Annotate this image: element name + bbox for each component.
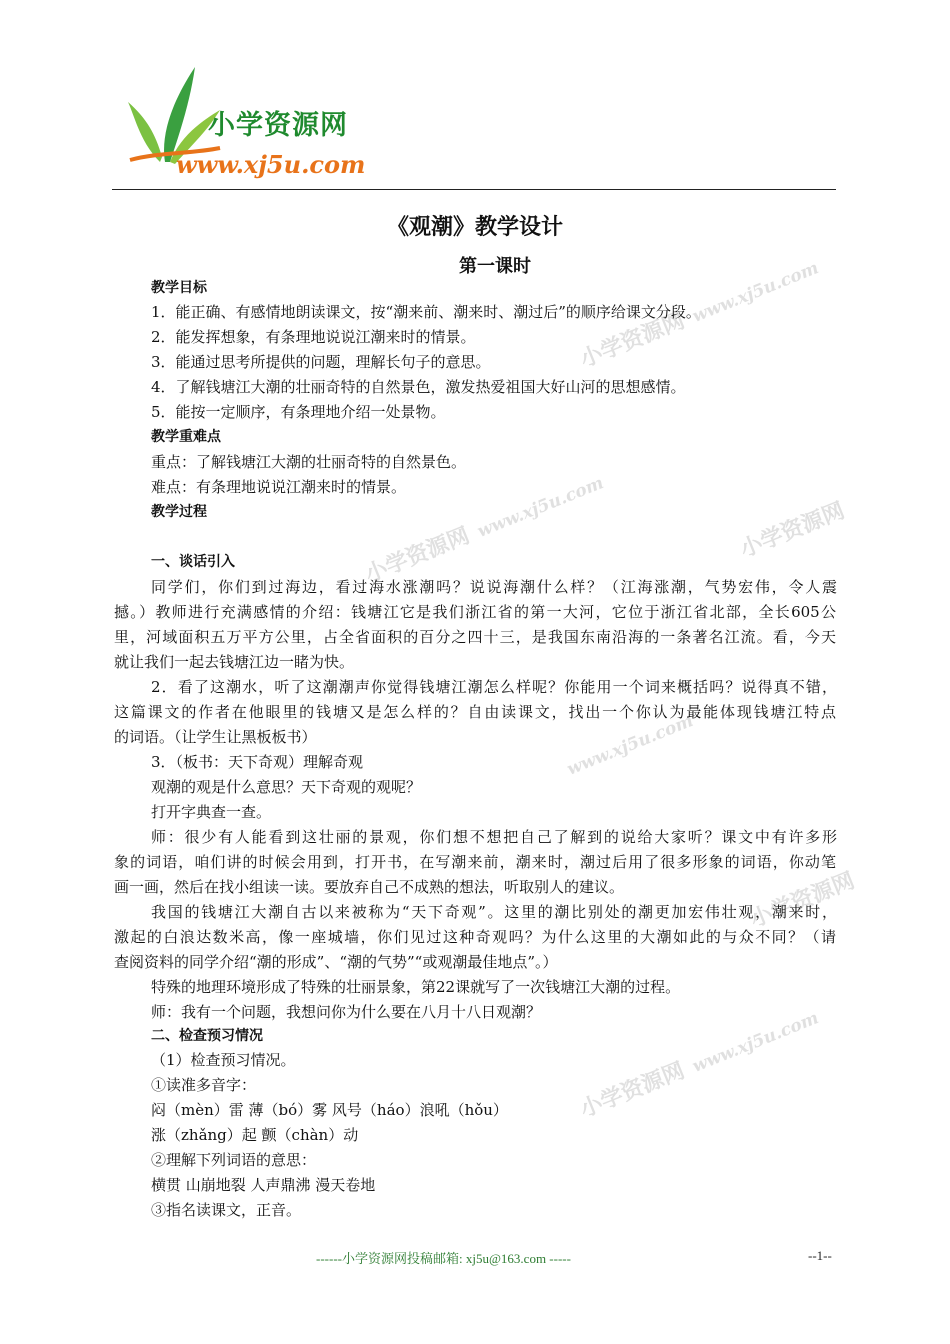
paragraph-line: 象的词语，咱们讲的时候会用到，打开书，在写潮来前，潮来时，潮过后用了很多形象的词语，你动笔 (114, 853, 836, 871)
section-heading: 一、谈话引入 (151, 554, 235, 570)
watermark: 小学资源网 (736, 498, 849, 563)
footer-text: ------小学资源网投稿邮箱: xj5u@163.com ----- (316, 1251, 571, 1266)
goal-item: 4．了解钱塘江大潮的壮丽奇特的自然景色，激发热爱祖国大好山河的思想感情。 (151, 378, 686, 396)
paragraph-line: 同学们，你们到过海边，看过海水涨潮吗？说说海潮什么样？（江海涨潮，气势宏伟，令人震 (151, 578, 837, 596)
goal-item: 2．能发挥想象，有条理地说说江潮来时的情景。 (151, 328, 476, 346)
watermark: 小学资源网www.xj5u.com (361, 473, 607, 588)
paragraph-line: 涨（zhǎng）起 颤（chàn）动 (151, 1126, 359, 1144)
paragraph-line: 查阅资料的同学介绍“潮的形成”、“潮的气势”“或观潮最佳地点”。） (114, 953, 558, 971)
paragraph-line: 师：我有一个问题，我想问你为什么要在八月十八日观潮？ (151, 1003, 542, 1021)
watermark: www.xj5u.com (564, 710, 697, 780)
paragraph-line: 闷（mèn）雷 薄（bó）雾 风号（háo）浪吼（hǒu） (151, 1101, 508, 1119)
paragraph-line: 画一画，然后在找小组读一读。要放弃自己不成熟的想法，听取别人的建议。 (114, 878, 625, 896)
logo-url: www.xj5u.com (176, 150, 366, 179)
key-heading: 教学重难点 (151, 429, 221, 445)
paragraph-line: ③指名读课文，正音。 (151, 1201, 302, 1219)
paragraph-line: 师：很少有人能看到这壮丽的景观，你们想不想把自己了解到的说给大家听？课文中有许多形 (151, 828, 837, 846)
paragraph-line: 打开字典查一查。 (151, 803, 272, 821)
lesson-title: 第一课时 (459, 256, 531, 277)
paragraph-line: 就让我们一起去钱塘江边一睹为快。 (114, 653, 355, 671)
paragraph-line: 观潮的观是什么意思？天下奇观的观呢？ (151, 778, 422, 796)
paragraph-line: ②理解下列词语的意思： (151, 1151, 317, 1169)
key-point: 难点：有条理地说说江潮来时的情景。 (151, 478, 407, 496)
page-number: --1-- (808, 1248, 832, 1263)
paragraph-line: 的词语。（让学生让黑板板书） (114, 728, 317, 746)
paragraph-line: 2．看了这潮水，听了这潮潮声你觉得钱塘江潮怎么样呢？你能用一个词来概括吗？说得真不错， (151, 678, 837, 696)
watermark: 小学资源网www.xj5u.com (576, 1008, 822, 1123)
process-heading: 教学过程 (151, 504, 207, 520)
paragraph-line: 里，河域面积五万平方公里，占全省面积的百分之四十三，是我国东南沿海的一条著名江流。看，今天 (114, 628, 836, 646)
paragraph-line: 横贯 山崩地裂 人声鼎沸 漫天卷地 (151, 1176, 376, 1194)
key-point: 重点：了解钱塘江大潮的壮丽奇特的自然景色。 (151, 453, 467, 471)
paragraph-line: 激起的白浪达数米高，像一座城墙，你们见过这种奇观吗？为什么这里的大潮如此的与众不同？（请 (114, 928, 836, 946)
paragraph-line: 特殊的地理环境形成了特殊的壮丽景象，第22课就写了一次钱塘江大潮的过程。 (151, 978, 681, 996)
header-divider (112, 189, 836, 190)
goal-item: 1．能正确、有感情地朗读课文，按“潮来前、潮来时、潮过后”的顺序给课文分段。 (151, 303, 701, 321)
paragraph-line: ①读准多音字： (151, 1076, 257, 1094)
goals-heading: 教学目标 (151, 280, 207, 296)
logo-text: 小学资源网 (208, 110, 348, 141)
goal-item: 5．能按一定顺序，有条理地介绍一处景物。 (151, 403, 446, 421)
goal-item: 3．能通过思考所提供的问题，理解长句子的意思。 (151, 353, 491, 371)
watermark: 小学资源网www.xj5u.com (576, 258, 822, 373)
section-heading: 二、检查预习情况 (151, 1028, 263, 1044)
paragraph-line: 我国的钱塘江大潮自古以来被称为“天下奇观”。这里的潮比别处的潮更加宏伟壮观，潮来时， (151, 903, 837, 921)
paragraph-line: 这篇课文的作者在他眼里的钱塘又是怎么样的？自由读课文，找出一个你认为最能体现钱塘江特点 (114, 703, 836, 721)
paragraph-line: （1）检查预习情况。 (151, 1051, 296, 1069)
watermark: 小学资源网 (746, 868, 859, 933)
document-title: 《观潮》教学设计 (386, 214, 563, 240)
paragraph-line: 3．（板书：天下奇观）理解奇观 (151, 753, 364, 771)
paragraph-line: 撼。）教师进行充满感情的介绍：钱塘江它是我们浙江省的第一大河，它位于浙江省北部，全长605公 (114, 603, 836, 621)
